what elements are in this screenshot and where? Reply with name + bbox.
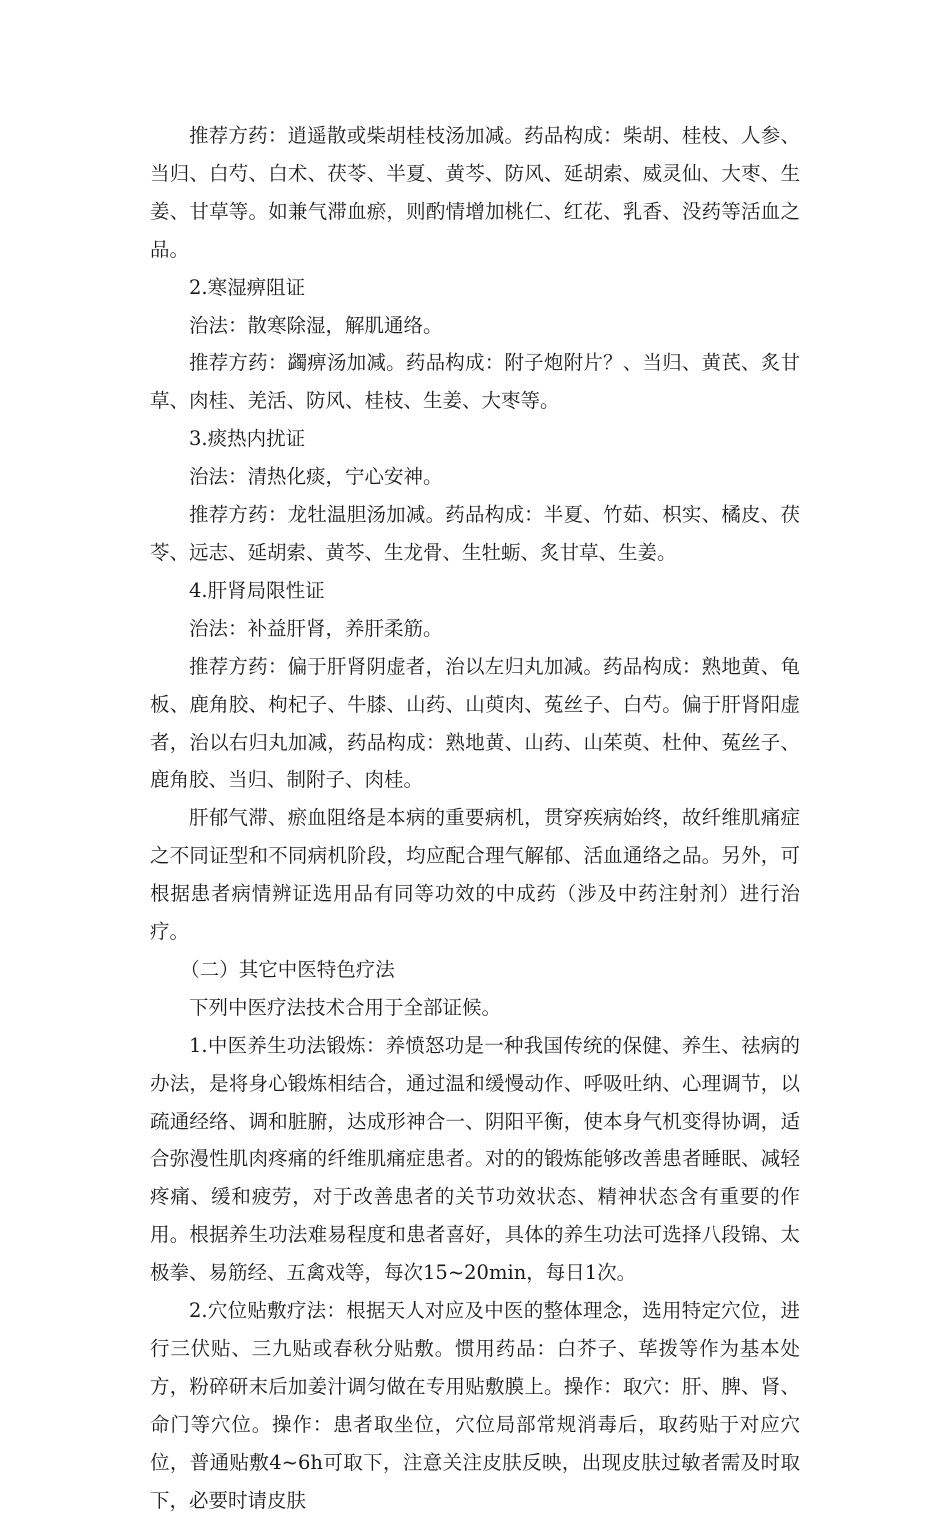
prescription-paragraph-cold-damp: 推荐方药：蠲痹汤加减。药品构成：附子炮附片？、当归、黄芪、炙甘草、肉桂、羌活、防风、桂枝、生姜、大枣等。 xyxy=(150,351,800,413)
prescription-paragraph-phlegm-heat: 推荐方药：龙牡温胆汤加减。药品构成：半夏、竹茹、枳实、橘皮、茯苓、远志、延胡索、黄芩、生龙骨、生牡蛎、炙甘草、生姜。 xyxy=(150,503,800,564)
section-heading-other-therapies: （二）其它中医特色疗法 xyxy=(180,957,395,981)
treatment-method-phlegm-heat: 治法：清热化痰，宁心安神。 xyxy=(189,465,443,489)
treatment-method-cold-damp: 治法：散寒除湿，解肌通络。 xyxy=(189,313,443,337)
prescription-paragraph-liver-kidney: 推荐方药：偏于肝肾阴虚者，治以左归丸加减。药品构成：熟地黄、龟板、鹿角胶、枸杞子、牛膝、山药、山萸肉、菟丝子、白芍。偏于肝肾阳虚者，治以右归丸加减，药品构成：熟地黄、山药、山茱萸、杜仲、菟丝子、鹿角胶、当归、制附子、肉桂。 xyxy=(150,654,800,792)
therapies-intro-paragraph: 下列中医疗法技术合用于全部证候。 xyxy=(189,995,502,1019)
pathogenesis-paragraph: 肝郁气滞、瘀血阻络是本病的重要病机，贯穿疾病始终，故纤维肌痛症之不同证型和不同病机阶段，均应配合理气解郁、活血通络之品。另外，可根据患者病情辨证选用品有同等功效的中成药（涉及中药注射剂）进行治疗。 xyxy=(150,806,800,944)
syndrome-heading-phlegm-heat: 3.痰热内扰证 xyxy=(189,427,306,451)
therapy-paragraph-exercise: 1.中医养生功法锻炼：养愤怒功是一种我国传统的保健、养生、祛病的办法，是将身心锻炼相结合，通过温和缓慢动作、呼吸吐纳、心理调节，以疏通经络、调和脏腑，达成形神合一、阴阳平衡，使本身气机变得协调，适合弥漫性肌肉疼痛的纤维肌痛症患者。对的的锻炼能够改善患者睡眠、减轻疼痛、缓和疲劳，对于改善患者的关节功效状态、精神状态含有重要的作用。根据养生功法难易程度和患者喜好，具体的养生功法可选择八段锦、太极拳、易筋经、五禽戏等，每次15~20min，每日1次。 xyxy=(150,1033,800,1285)
prescription-paragraph-liver-spleen: 推荐方药：逍遥散或柴胡桂枝汤加减。药品构成：柴胡、桂枝、人参、当归、白芍、白术、茯苓、半夏、黄芩、防风、延胡索、威灵仙、大枣、生姜、甘草等。如兼气滞血瘀，则酌情增加桃仁、红花、乳香、没药等活血之品。 xyxy=(150,124,800,261)
document-page xyxy=(150,117,800,1520)
syndrome-heading-cold-damp: 2.寒湿痹阻证 xyxy=(189,275,306,299)
therapy-paragraph-acupoint-application: 2.穴位贴敷疗法：根据天人对应及中医的整体理念，选用特定穴位，进行三伏贴、三九贴或春秋分贴敷。惯用药品：白芥子、荜拨等作为基本处方，粉碎研末后加姜汁调匀做在专用贴敷膜上。操作：取穴：肝、脾、肾、命门等穴位。操作：患者取坐位，穴位局部常规消毒后，取药贴于对应穴位，普通贴敷4~6h可取下，注意关注皮肤反映，出现皮肤过敏者需及时取下，必要时请皮肤 xyxy=(150,1299,800,1512)
syndrome-heading-liver-kidney: 4.肝肾局限性证 xyxy=(189,578,325,602)
treatment-method-liver-kidney: 治法：补益肝肾，养肝柔筋。 xyxy=(189,616,443,640)
